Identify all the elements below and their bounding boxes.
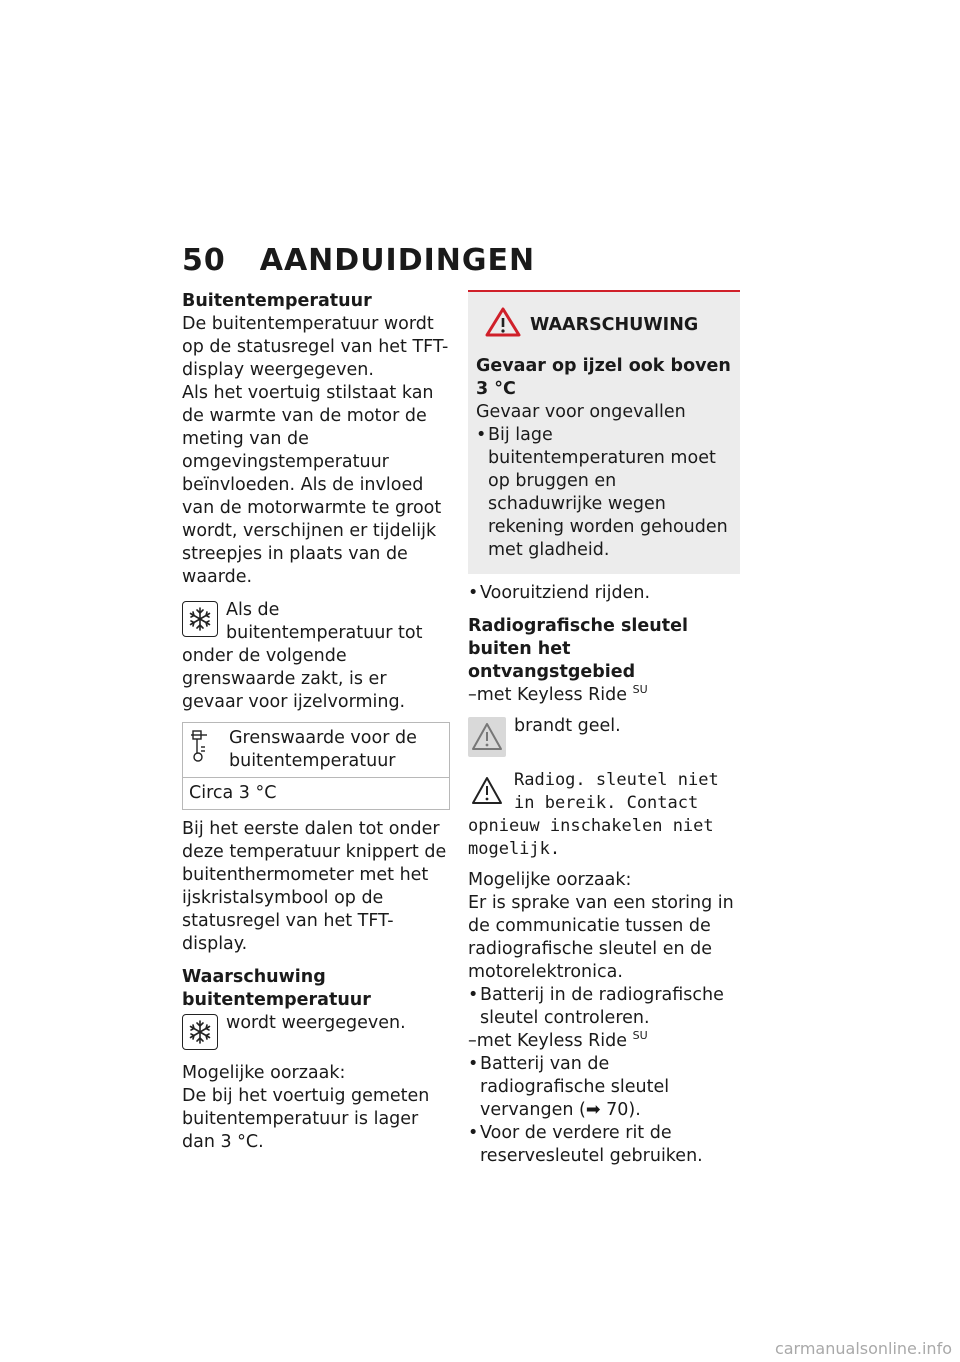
bullet-drive: • Vooruitziend rijden.: [468, 582, 740, 605]
warning-shown-paragraph: [182, 1012, 450, 1054]
bullet-replace-battery: • Batterij van de radiografische sleutel vervangen (➡ 70).: [468, 1053, 740, 1122]
flash-paragraph: Bij het eerste dalen tot onder deze temperatuur knippert de buitenthermometer met het ijskristalsymbool op de statusregel van het TFT-display.: [182, 819, 447, 954]
page-number: 50: [182, 243, 226, 278]
display-message: Radiog. sleutel niet in bereik. Contact opnieuw inschakelen niet mogelijk.: [468, 770, 719, 859]
cause-label-right: Mogelijke oorzaak:: [468, 870, 632, 890]
general-warning-icon: [468, 717, 506, 757]
warning-triangle-icon: [468, 771, 506, 811]
ice-warning-paragraph: [182, 599, 450, 714]
radio-key-heading: Radiografische sleutel buiten het ontvangstgebied: [468, 616, 688, 682]
cause-text: De bij het voertuig gemeten buitentemperatuur is lager dan 3 °C.: [182, 1086, 430, 1152]
ice-warning-text: Als de buitentemperatuur tot onder de volgende grenswaarde zakt, is er gevaar voor ijzelvorming.: [182, 600, 423, 712]
page-ref[interactable]: 70: [606, 1100, 629, 1120]
threshold-table-header: Grenswaarde voor de buitentemperatuur: [229, 728, 417, 771]
warning-outdoor-heading: Waarschuwing buitentemperatuur: [182, 967, 371, 1010]
warning-box: [468, 290, 740, 574]
snowflake-icon: [182, 601, 218, 637]
bullet-spare-key: • Voor de verdere rit de reservesleutel gebruiken.: [468, 1122, 740, 1168]
keyless-line-2: –met Keyless Ride $^{SU}$: [468, 1029, 648, 1051]
cause-label: Mogelijke oorzaak:: [182, 1063, 346, 1083]
warning-danger: Gevaar voor ongevallen: [476, 402, 686, 422]
warning-bullet: • Bij lage buitentemperaturen moet op bruggen en schaduwrijke wegen rekening worden gehouden met gladheid.: [476, 424, 732, 562]
warning-title: WAARSCHUWING: [530, 315, 699, 335]
warning-triangle-icon: [484, 306, 522, 345]
su-label: SU: [632, 1029, 648, 1043]
su-label: SU: [632, 683, 648, 697]
page-title: AANDUIDINGEN: [259, 243, 536, 278]
yellow-light-paragraph: [468, 715, 740, 761]
yellow-light-text: brandt geel.: [514, 716, 621, 736]
snowflake-icon: [182, 1014, 218, 1050]
page-ref-arrow-icon: ➡: [585, 1100, 607, 1120]
outdoor-temp-paragraph-1: De buitentemperatuur wordt op de statusregel van het TFT-display weergegeven.: [182, 314, 449, 380]
watermark: carmanualsonline.info: [774, 1339, 952, 1358]
threshold-table-value: Circa 3 °C: [183, 778, 450, 810]
right-column: [468, 290, 740, 1168]
cause-text-right: Er is sprake van een storing in de communicatie tussen de radiografische sleutel en de motorelektronica.: [468, 893, 734, 982]
keyless-line-1: –met Keyless Ride $^{SU}$: [468, 683, 648, 705]
warning-subtitle: Gevaar op ijzel ook boven 3 °C: [476, 356, 731, 399]
bullet-check-battery: • Batterij in de radiografische sleutel controleren.: [468, 984, 740, 1030]
threshold-table: [182, 722, 450, 810]
outdoor-temp-heading: Buitentemperatuur: [182, 291, 372, 311]
page-header: [182, 243, 535, 278]
warning-shown-text: wordt weergegeven.: [226, 1013, 406, 1033]
thermometer-icon: [189, 727, 219, 770]
display-message-paragraph: [468, 769, 740, 861]
outdoor-temp-paragraph-2: Als het voertuig stilstaat kan de warmte van de motor de meting van de omgevingstemperatuur beïnvloeden. Als de invloed van de motorwarmte te groot wordt, verschijnen er tijdelijk streepjes in plaats van de waarde.: [182, 383, 442, 587]
left-column: [182, 290, 450, 1154]
